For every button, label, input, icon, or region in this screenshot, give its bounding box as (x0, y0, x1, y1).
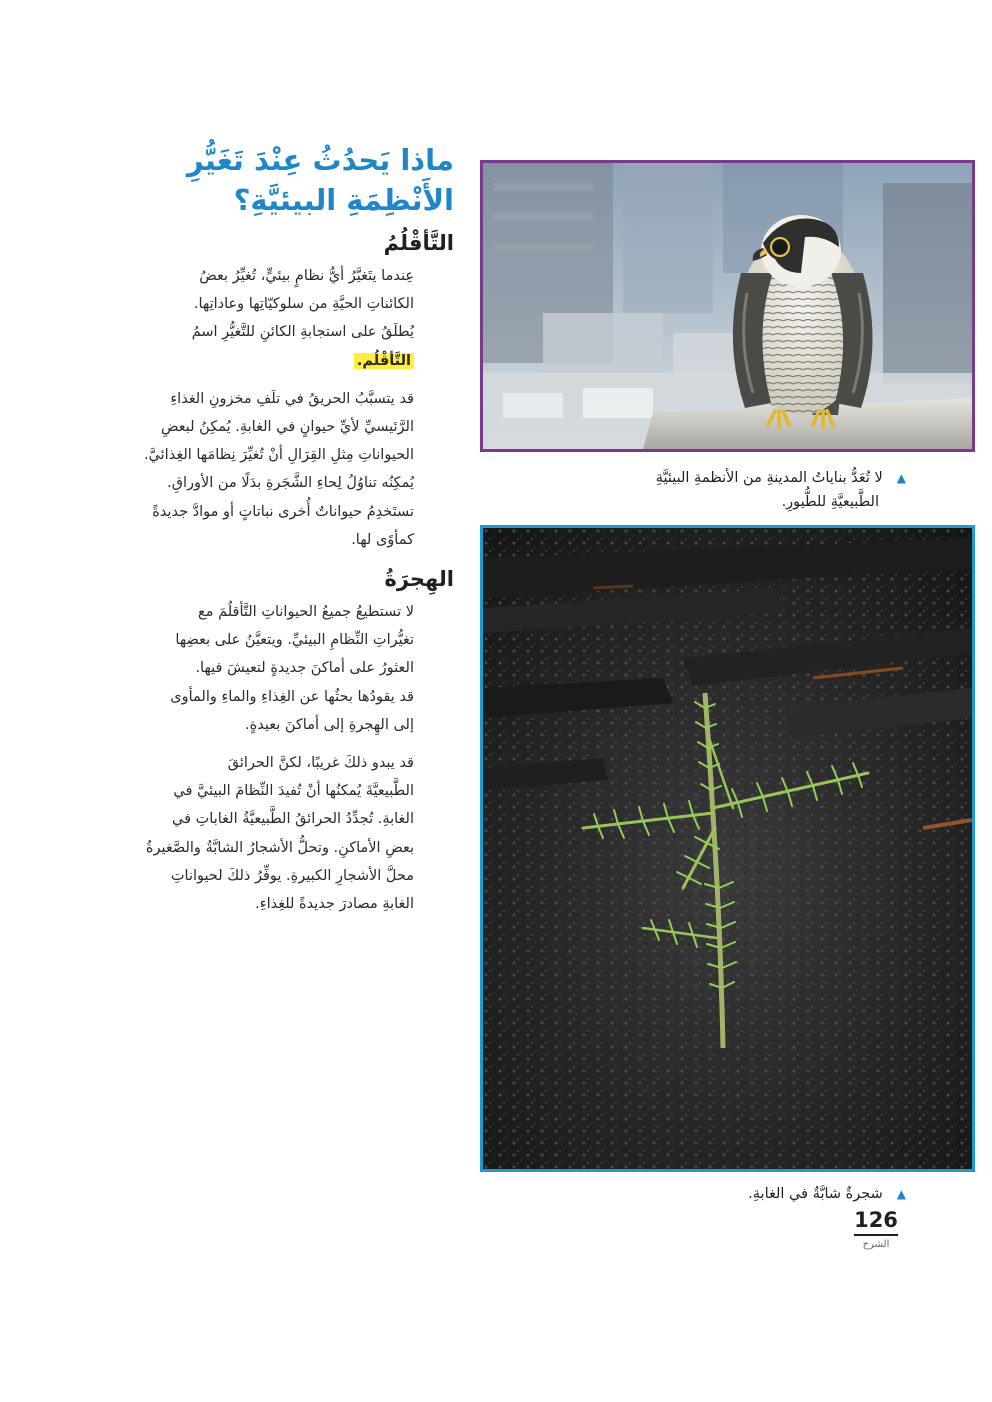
caption-triangle-icon: ▲ (896, 1187, 906, 1201)
title-line: ماذا يَحدُثُ عِنْدَ تَغَيُّرِ (186, 143, 454, 177)
text-line: الرَّئيسيِّ لأيِّ حيوانٍ في الغابةِ. يُمكِنُ لبعضِ (161, 419, 414, 436)
text-column (50, 140, 454, 928)
text-line: قد يبدو ذلكَ غريبًا، لكنَّ الحرائقَ (227, 755, 414, 772)
paragraph-migration (50, 598, 454, 739)
caption-text: لا تُعَدُّ بناياتُ المدينةِ من الأنظمةِ البيئيَّةِ (655, 470, 883, 486)
page-section-label: الشرح (862, 1239, 890, 1250)
text-line: قد يقودُها بحثُها عن الغِذاءِ والماءِ والمأوى (170, 688, 414, 705)
falcon-illustration (483, 163, 972, 449)
keyword-highlight: التَّأقْلُم. (354, 353, 414, 369)
seedling-illustration (483, 528, 972, 1169)
text-line: محلَّ الأشجارِ الكبيرةِ. يوفِّرُ ذلكَ لحيواناتِ (170, 867, 414, 884)
text-line: يُمكِنُه تناوُلُ لِحاءِ الشَّجَرةِ بدَلًا من الأوراقِ. (167, 475, 414, 492)
caption-triangle-icon: ▲ (896, 471, 906, 485)
text-line: الغابةِ. تُجدِّدُ الحرائقُ الطَّبيعيَّةُ الغاباتِ في (172, 811, 414, 828)
text-line: الطَّبيعيَّةَ يُمكنُها أنْ تُفيدَ النِّظامَ البيئيَّ في (173, 783, 414, 800)
caption-line: الطَّبيعيَّةِ للطُّيورِ. (781, 494, 879, 510)
text-line: قد يتسبَّبُ الحريقُ في تلَفِ مخزونِ الغذاءِ (170, 390, 414, 407)
text-line: العثورُ على أماكنَ جديدةٍ لتعيشَ فيها. (195, 660, 414, 677)
falcon-caption (506, 466, 906, 514)
text-line: بعضِ الأماكنِ. وتحلُّ الأشجارُ الشابَّةُ والصَّغيرةُ (145, 839, 414, 856)
paragraph-fire (50, 385, 454, 554)
text-line: يُطلَقُ على استجابةِ الكائنِ للتَّغيُّرِ اسمُ (191, 324, 414, 341)
falcon-photo (480, 160, 975, 452)
text-line: إلى الهِجرةِ إلى أماكنَ بعيدةٍ. (245, 716, 414, 733)
text-line: كمأوًى لها. (351, 531, 414, 548)
page-number-rule (854, 1234, 898, 1236)
text-line: تستَخدِمُ حيواناتٌ أُخرى نباتاتٍ أو موادَّ جديدةً (152, 503, 414, 520)
paragraph-natural-fires (50, 749, 454, 918)
paragraph-adaptation (50, 262, 454, 375)
page-number: 126 (854, 1208, 898, 1232)
page-title (50, 140, 454, 220)
text-line: الغابةِ مصادرَ جديدةً للغِذاءِ. (255, 896, 414, 913)
section-heading-adaptation: التَّأقْلُمُ (383, 231, 454, 255)
text-line (50, 347, 454, 375)
page-number-block (848, 1207, 904, 1252)
title-line: الأَنْظِمَةِ البيئيَّةِ؟ (233, 183, 454, 217)
caption-text: شجرةٌ شابَّةٌ في الغابةِ. (748, 1186, 883, 1202)
text-line: الكائناتِ الحيَّةِ من سلوكيّاتِها وعاداتِها. (193, 296, 414, 313)
text-line: عِندما يتَغيَّرُ أيُّ نظامٍ بيئيٍّ، تُغيِّرُ بعضُ (199, 268, 414, 284)
seedling-caption (506, 1182, 906, 1206)
section-heading-migration: الهِجرَةُ (384, 567, 454, 592)
text-line: لا تستطيعُ جميعُ الحيواناتِ التَّأقلُمَ مع (198, 604, 414, 621)
seedling-photo (480, 525, 975, 1172)
text-line: تغيُّراتِ النِّظامِ البيئيِّ. ويتعيَّنُ على بعضِها (175, 632, 414, 649)
caption-line (506, 466, 906, 490)
text-line: الحيواناتِ مِثلِ القِرَالِ أنْ تُغيِّرَ نِظامَها الغِذائيَّ. (143, 447, 414, 464)
